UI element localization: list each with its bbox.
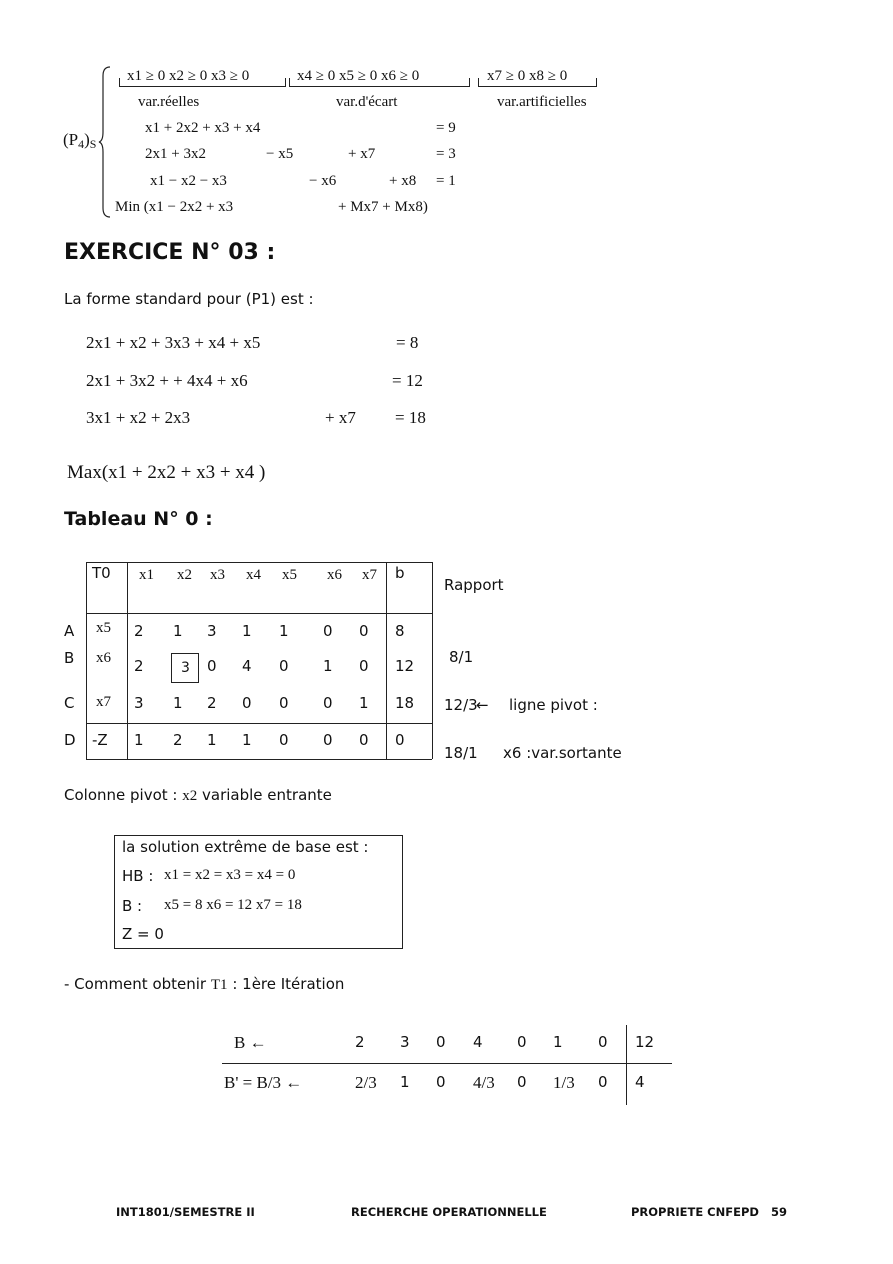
solution-title: la solution extrême de base est : (122, 838, 369, 856)
p4-eq1-rhs: = 9 (436, 120, 456, 136)
header-x5: x5 (282, 567, 297, 583)
sf-row2-rhs: = 12 (392, 371, 423, 390)
cell-b-5: 0 (279, 657, 289, 675)
r1-v7: 0 (598, 1033, 608, 1051)
header-x4: x4 (246, 567, 261, 583)
artificial-vars-label: var.artificielles (497, 94, 587, 110)
pivot-column-label (64, 786, 332, 805)
sf-row1-rhs: = 8 (396, 333, 419, 352)
leaving-var-note: x6 :var.sortante (503, 744, 622, 762)
cell-a-1: 2 (134, 622, 144, 640)
row1-label: B ← (234, 1033, 267, 1052)
left-brace (98, 66, 112, 218)
r2-v5: 0 (517, 1073, 527, 1091)
footer-right: PROPRIETE CNFEPD (631, 1205, 759, 1219)
cell-c-3: 2 (207, 694, 217, 712)
cell-d-1: 1 (134, 731, 144, 749)
row-label-c: C (64, 694, 75, 712)
ratio-header: Rapport (444, 576, 504, 594)
sf-row3-lhs: 3x1 + x2 + 2x3 (86, 408, 191, 427)
cell-a-2: 1 (173, 622, 183, 640)
r2-rhs: 4 (635, 1073, 645, 1091)
footer-center: RECHERCHE OPERATIONNELLE (351, 1205, 547, 1219)
cell-c-5: 0 (279, 694, 289, 712)
row-label-d: D (64, 731, 76, 749)
tableau-b-header: b (395, 564, 405, 582)
header-x1: x1 (139, 567, 154, 583)
p4-eq2-rhs: = 3 (436, 146, 456, 162)
cell-a-6: 0 (323, 622, 333, 640)
r1-v6: 1 (553, 1033, 563, 1051)
artificial-vars-constraints: x7 ≥ 0 x8 ≥ 0 (487, 68, 568, 84)
entering-var: x2 (182, 788, 198, 804)
r2-v1: 2/3 (355, 1073, 377, 1092)
sf-row3-rhs: = 18 (395, 408, 426, 427)
sf-objective: Max(x1 + 2x2 + x3 + x4 ) (67, 462, 266, 483)
r2-v4: 4/3 (473, 1073, 495, 1092)
cell-c-b: 18 (395, 694, 415, 712)
pivot-column-prefix: Colonne pivot : (64, 786, 178, 804)
hb-label: HB : (122, 867, 154, 885)
sf-row3-mid: + x7 (325, 408, 356, 427)
footer-left: INT1801/SEMESTRE II (116, 1205, 255, 1219)
p4-objective-b: + Mx7 + Mx8) (338, 199, 428, 215)
cell-a-7: 0 (359, 622, 369, 640)
r2-v2: 1 (400, 1073, 410, 1091)
basis-b: x6 (96, 650, 111, 666)
p4-eq2-c: + x7 (348, 146, 376, 162)
cell-b-2-pivot: 3 (181, 660, 190, 676)
cell-d-4: 1 (242, 731, 252, 749)
header-x2: x2 (177, 567, 192, 583)
cell-a-4: 1 (242, 622, 252, 640)
r1-v2: 3 (400, 1033, 410, 1051)
tableau-corner: T0 (92, 564, 111, 582)
r2-v3: 0 (436, 1073, 446, 1091)
exercise-intro: La forme standard pour (P1) est : (64, 290, 314, 308)
cell-a-b: 8 (395, 622, 405, 640)
iteration-prefix: - Comment obtenir (64, 975, 207, 993)
cell-d-2: 2 (173, 731, 183, 749)
cell-b-4: 4 (242, 657, 252, 675)
p4-eq3-a: x1 − x2 − x3 (150, 173, 227, 189)
basis-value: x5 = 8 x6 = 12 x7 = 18 (164, 897, 302, 913)
z-value: Z = 0 (122, 925, 164, 943)
ratio-c: 18/1 (444, 744, 478, 762)
p4-eq3-c: + x8 (389, 173, 417, 189)
iteration-suffix: : 1ère Itération (232, 975, 345, 993)
header-x6: x6 (327, 567, 342, 583)
cell-c-7: 1 (359, 694, 369, 712)
basis-label: B : (122, 897, 143, 915)
header-x7: x7 (362, 567, 377, 583)
cell-a-3: 3 (207, 622, 217, 640)
slack-vars-label: var.d'écart (336, 94, 398, 110)
iteration-t1: T1 (210, 977, 228, 993)
r1-v1: 2 (355, 1033, 365, 1051)
cell-c-1: 3 (134, 694, 144, 712)
p4-eq2-a: 2x1 + 3x2 (145, 146, 206, 162)
p4-eq3-rhs: = 1 (436, 173, 456, 189)
solution-box (114, 835, 403, 949)
cell-d-5: 0 (279, 731, 289, 749)
row-label-a: A (64, 622, 75, 640)
p4-eq3-b: − x6 (309, 173, 337, 189)
cell-b-b: 12 (395, 657, 415, 675)
r2-v7: 0 (598, 1073, 608, 1091)
cell-c-6: 0 (323, 694, 333, 712)
tableau-title: Tableau N° 0 : (64, 508, 213, 530)
real-vars-constraints: x1 ≥ 0 x2 ≥ 0 x3 ≥ 0 (127, 68, 250, 84)
p4-eq2-b: − x5 (266, 146, 294, 162)
r1-v3: 0 (436, 1033, 446, 1051)
basis-d: -Z (92, 731, 108, 749)
cell-b-3: 0 (207, 657, 217, 675)
r2-v6: 1/3 (553, 1073, 575, 1092)
pivot-column-suffix: variable entrante (202, 786, 332, 804)
ratio-b: 12/3 (444, 696, 478, 714)
pivot-arrow-icon: ← (476, 696, 489, 714)
cell-d-3: 1 (207, 731, 217, 749)
cell-b-7: 0 (359, 657, 369, 675)
cell-b-1: 2 (134, 657, 144, 675)
row2-label: B' = B/3 ← (224, 1073, 303, 1092)
basis-c: x7 (96, 694, 111, 710)
exercise-title: EXERCICE N° 03 : (64, 240, 276, 265)
iteration-line (64, 975, 344, 994)
pivot-line-note: ligne pivot : (509, 696, 598, 714)
cell-a-5: 1 (279, 622, 289, 640)
row-label-b: B (64, 649, 75, 667)
header-x3: x3 (210, 567, 225, 583)
sf-row1-lhs: 2x1 + x2 + 3x3 + x4 + x5 (86, 333, 261, 352)
p4-objective-a: Min (x1 − 2x2 + x3 (115, 199, 234, 215)
slack-vars-constraints: x4 ≥ 0 x5 ≥ 0 x6 ≥ 0 (297, 68, 420, 84)
cell-d-b: 0 (395, 731, 405, 749)
basis-a: x5 (96, 620, 111, 636)
p4-label: $(P_4)_S$ (63, 130, 97, 151)
cell-b-6: 1 (323, 657, 333, 675)
r1-v5: 0 (517, 1033, 527, 1051)
r1-v4: 4 (473, 1033, 483, 1051)
page-number: 59 (771, 1205, 788, 1219)
cell-d-7: 0 (359, 731, 369, 749)
cell-c-4: 0 (242, 694, 252, 712)
hb-value: x1 = x2 = x3 = x4 = 0 (164, 867, 296, 883)
cell-d-6: 0 (323, 731, 333, 749)
ratio-a: 8/1 (449, 648, 474, 666)
real-vars-label: var.réelles (138, 94, 200, 110)
r1-rhs: 12 (635, 1033, 655, 1051)
p4-eq1-lhs: x1 + 2x2 + x3 + x4 (145, 120, 261, 136)
cell-c-2: 1 (173, 694, 183, 712)
sf-row2-lhs: 2x1 + 3x2 + + 4x4 + x6 (86, 371, 248, 390)
